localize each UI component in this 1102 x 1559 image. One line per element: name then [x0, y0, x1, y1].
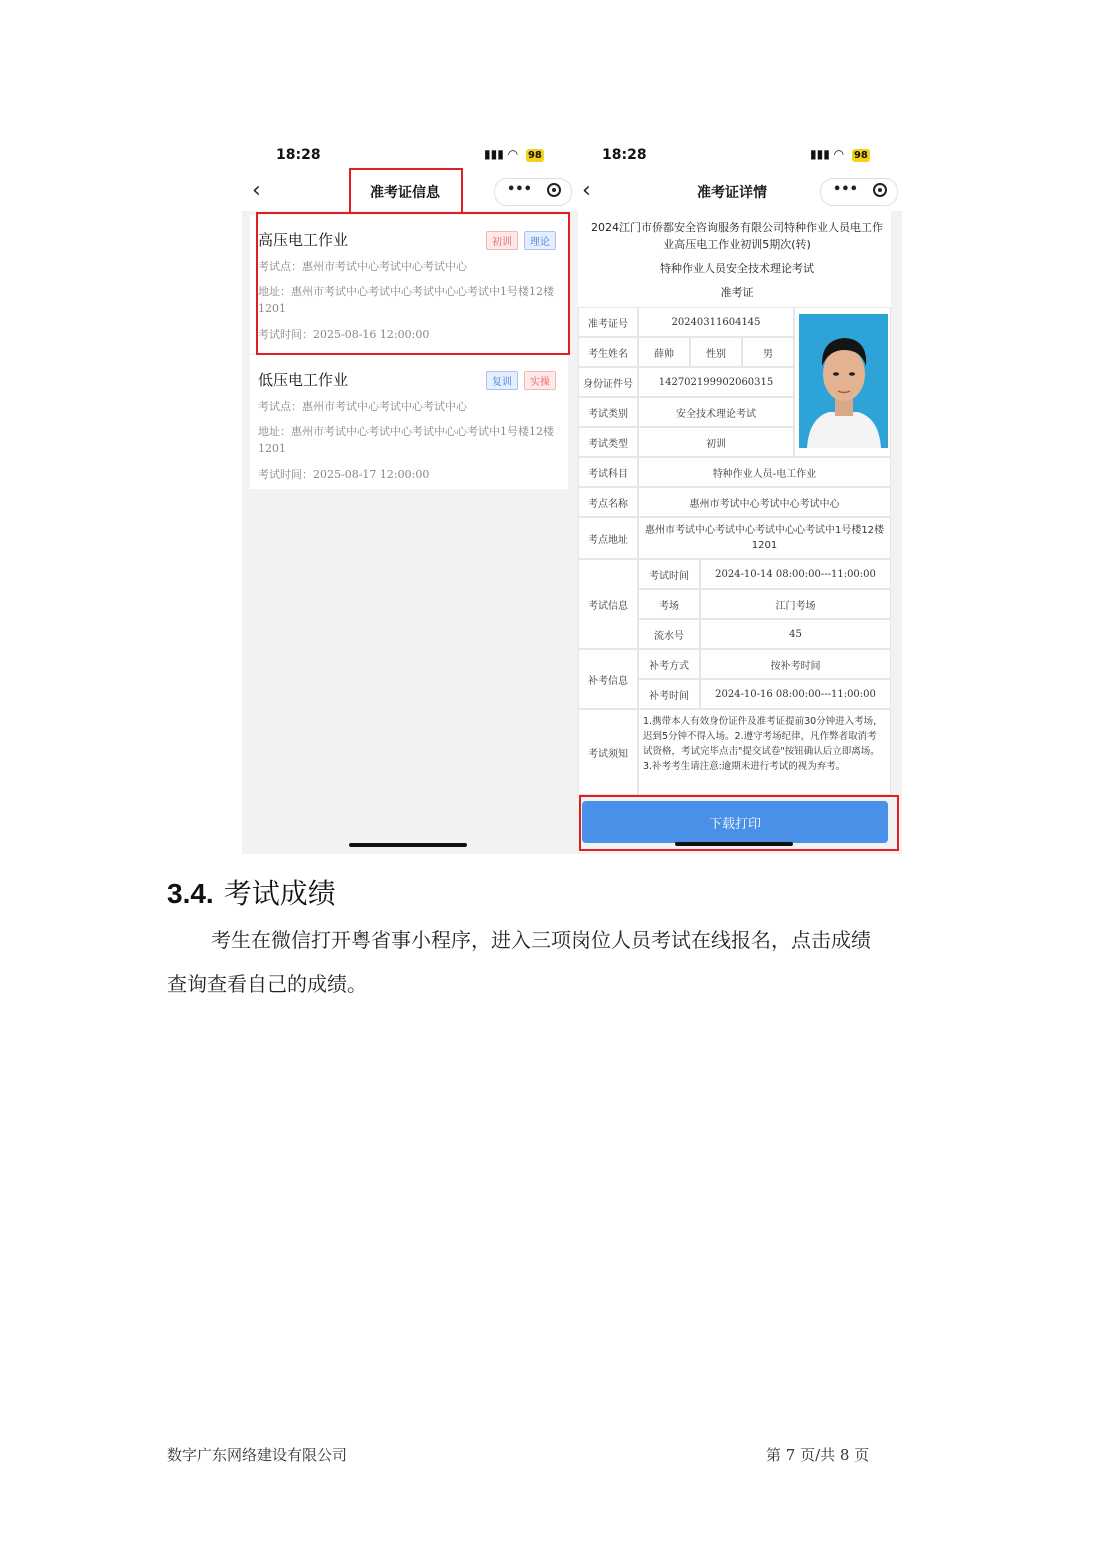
label-exam-info: 考试信息	[578, 559, 638, 649]
status-icons	[810, 147, 870, 162]
value-id-no: 142702199902060315	[638, 367, 794, 397]
record-icon[interactable]	[547, 183, 561, 197]
value-makeup-method: 按补考时间	[700, 649, 891, 679]
page-title: 准考证详情	[697, 185, 767, 201]
ticket-card-time: 考试时间：2025-08-17 12:00:00	[258, 468, 430, 481]
paragraph-line: 考生在微信打开粤省事小程序，进入三项岗位人员考试在线报名，点击成绩	[211, 928, 871, 952]
signal-icon: ▮▮▮	[810, 147, 830, 161]
back-arrow-icon[interactable]: ‹	[582, 178, 591, 203]
ticket-header-line4: 准考证	[720, 286, 754, 299]
label-makeup-info: 补考信息	[578, 649, 638, 709]
value-exam-type: 初训	[638, 427, 794, 457]
label-exam-time: 考试时间	[638, 559, 700, 589]
record-icon[interactable]	[873, 183, 887, 197]
label-site-address: 考点地址	[578, 517, 638, 559]
ticket-card-site: 考试点：惠州市考试中心考试中心考试中心	[258, 400, 467, 413]
photo-cell	[794, 307, 891, 457]
status-bar	[572, 137, 902, 171]
status-bar	[242, 137, 574, 171]
label-exam-category: 考试类别	[578, 397, 638, 427]
value-gender: 男	[742, 337, 794, 367]
admission-ticket-detail-screenshot	[572, 137, 902, 854]
label-notice: 考试须知	[578, 709, 638, 795]
section-heading	[167, 872, 336, 912]
ticket-card-title: 低压电工作业	[258, 371, 349, 389]
label-id-no: 身份证件号	[578, 367, 638, 397]
label-exam-type: 考试类型	[578, 427, 638, 457]
highlight-box-download	[579, 795, 899, 851]
value-exam-room: 江门考场	[700, 589, 891, 619]
status-time: 18:28	[602, 147, 647, 163]
label-gender: 性别	[690, 337, 742, 367]
ticket-card[interactable]	[250, 355, 568, 489]
ticket-card-address: 地址：惠州市考试中心考试中心考试中心心考试中1号楼12楼1201	[258, 425, 554, 455]
label-exam-subject: 考试科目	[578, 457, 638, 487]
label-makeup-time: 补考时间	[638, 679, 700, 709]
more-dots-icon[interactable]: •••	[507, 182, 532, 197]
paragraph-line: 查询查看自己的成绩。	[167, 972, 367, 996]
signal-icon: ▮▮▮	[484, 147, 504, 161]
candidate-photo	[799, 314, 888, 448]
highlight-box-title	[349, 168, 463, 214]
section-number: 3.4.	[167, 878, 214, 909]
footer-page-number: 第 7 页/共 8 页	[766, 1446, 870, 1464]
value-exam-time: 2024-10-14 08:00:00---11:00:00	[700, 559, 891, 589]
value-site-address: 惠州市考试中心考试中心考试中心心考试中1号楼12楼1201	[638, 517, 891, 559]
home-indicator	[349, 843, 467, 847]
battery-icon: 98	[527, 150, 542, 161]
battery-icon: 98	[853, 150, 868, 161]
ticket-header-line2: 业高压电工作业初训5期次(转)	[663, 238, 811, 251]
ticket-card-address: 地址：惠州市考试中心考试中心考试中心心考试中1号楼12楼1201	[258, 285, 554, 315]
value-notice: 1.携带本人有效身份证件及准考证提前30分钟进入考场，迟到5分钟不得入场。2.遵守考场纪律，凡作弊者取消考试资格，考试完毕点击"提交试卷"按钮确认后立即离场。3.补考考生请注意:逾期未进行考试的视为弃考。	[638, 709, 891, 795]
ticket-header-line3: 特种作业人员安全技术理论考试	[660, 262, 814, 275]
wifi-icon: ◠	[833, 147, 845, 161]
value-name: 薛帅	[638, 337, 690, 367]
label-ticket-no: 准考证号	[578, 307, 638, 337]
label-makeup-method: 补考方式	[638, 649, 700, 679]
tag-training-type: 复训	[486, 371, 518, 390]
section-title: 考试成绩	[223, 877, 336, 910]
mini-program-capsule[interactable]	[494, 178, 572, 206]
ticket-card-site: 考试点：惠州市考试中心考试中心考试中心	[258, 260, 467, 273]
back-arrow-icon[interactable]: ‹	[252, 178, 261, 203]
wifi-icon: ◠	[507, 147, 519, 161]
value-makeup-time: 2024-10-16 08:00:00---11:00:00	[700, 679, 891, 709]
value-exam-subject: 特种作业人员-电工作业	[638, 457, 891, 487]
tag-training-type: 初训	[486, 231, 518, 250]
highlight-box-card	[256, 212, 570, 355]
mini-program-capsule[interactable]	[820, 178, 898, 206]
nav-bar	[572, 171, 902, 211]
value-site-name: 惠州市考试中心考试中心考试中心	[638, 487, 891, 517]
ticket-card-title: 高压电工作业	[258, 231, 349, 249]
tag-exam-type: 实操	[524, 371, 556, 390]
ticket-card-time: 考试时间：2025-08-16 12:00:00	[258, 328, 430, 341]
label-exam-room: 考场	[638, 589, 700, 619]
label-serial-no: 流水号	[638, 619, 700, 649]
page-title: 准考证信息	[370, 185, 440, 201]
value-exam-category: 安全技术理论考试	[638, 397, 794, 427]
more-dots-icon[interactable]: •••	[833, 182, 858, 197]
download-print-button[interactable]: 下载打印	[582, 801, 888, 843]
footer-company: 数字广东网络建设有限公司	[167, 1446, 348, 1464]
status-time: 18:28	[276, 147, 321, 163]
value-ticket-no: 20240311604145	[638, 307, 794, 337]
ticket-detail-table	[578, 307, 891, 795]
label-site-name: 考点名称	[578, 487, 638, 517]
status-icons	[484, 147, 544, 162]
tag-exam-type: 理论	[524, 231, 556, 250]
ticket-header-line1: 2024江门市侨都安全咨询服务有限公司特种作业人员电工作	[591, 221, 883, 234]
label-name: 考生姓名	[578, 337, 638, 367]
value-serial-no: 45	[700, 619, 891, 649]
